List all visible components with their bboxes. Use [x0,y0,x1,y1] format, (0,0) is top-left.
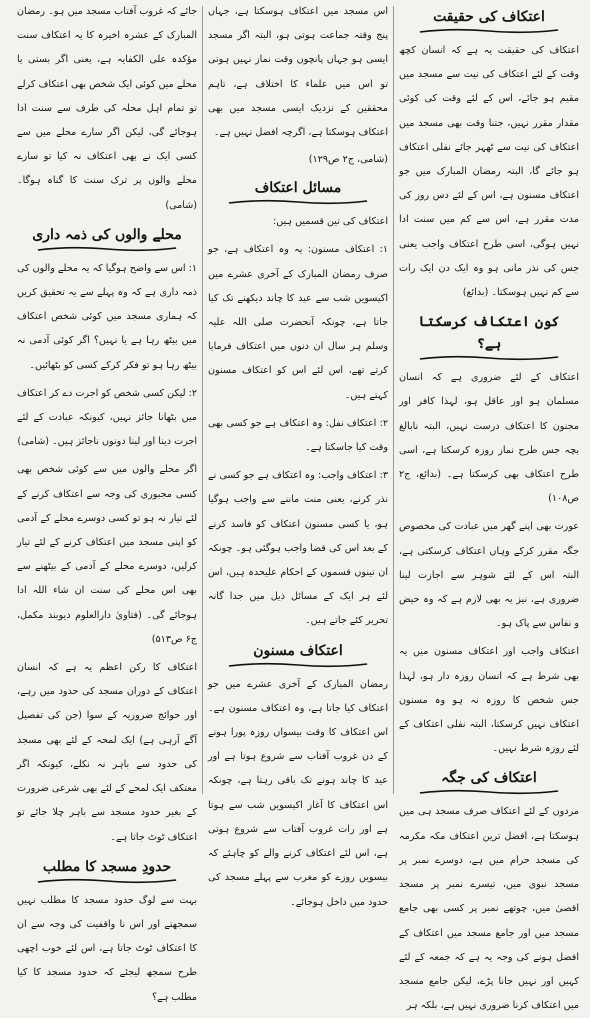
column-middle [203,0,393,908]
section-heading [399,767,579,796]
section-heading [208,640,388,669]
paragraph: اعتکاف کی حقیقت یہ ہے کہ انسان کچھ وقت کے لئے اعتکاف کی نیت سے مسجد میں مقیم ہو جائے، اس کے لئے وقت کی کوئی مقدار مقرر نہیں، جتنا وقت بھی مسجد میں اعتکاف کی نیت سے ٹھہر جائے نفلی اعتکاف ہو جائے گا، البتہ رمضان المبارک میں جو اعتکاف مسنون ہے، اس کے لئے دس روز کی مدت مقرر ہے، اس سے کم میں سنت ادا نہیں ہوگی، اسی طرح اعتکاف واجب یعنی جس کی نذر مانی ہو وہ ایک دن ایک رات سے کم نہیں ہوسکتا۔ (بدائع) [399,45,579,299]
paragraph: ۲: لیکن کسی شخص کو اجرت دے کر اعتکاف میں بٹھانا جائز نہیں، کیونکہ عبادت کے لئے اجرت دینا اور لینا دونوں ناجائز ہیں۔ (شامی) [17,387,197,448]
paragraph: عورت بھی اپنے گھر میں عبادت کی مخصوص جگہ مقرر کرکے وہاں اعتکاف کرسکتی ہے، البتہ اس کے لئے شوہر سے اجازت لینا ضروری ہے، نیز یہ بھی لازم ہے کہ وہ حیض و نفاس سے پاک ہو۔ [399,521,579,630]
section-heading-text: محلے والوں کی ذمہ داری [32,226,182,243]
section-heading-text: اعتکاف کی حقیقت [433,9,545,25]
paragraph: مردوں کے لئے اعتکاف صرف مسجد ہی میں ہوسکتا ہے، افضل ترین اعتکاف مکہ مکرمہ کی مسجد حرام میں ہے، دوسرے نمبر پر مسجد نبوی میں، تیسرے نمبر پر مسجد اقصیٰ میں، چوتھے نمبر پر کسی بھی جامع مسجد میں اور جامع مسجد میں اعتکاف کے افضل ہونے کی وجہ یہ ہے کہ جمعہ کے لئے کہیں اور نہیں جانا پڑے، لیکن جامع مسجد میں اعتکاف کرنا ضروری نہیں ہے، بلکہ ہر [399,806,579,1012]
citation: (شامی، ج۲ ص۱۲۹) [308,154,388,166]
paragraph: اعتکاف کے لئے ضروری ہے کہ انسان مسلمان ہو اور عاقل ہو، لہذا کافر اور مجنون کا اعتکاف درست نہیں، البتہ نابالغ بچہ جس طرح نماز روزہ کرسکتا ہے، اسی طرح اعتکاف بھی کرسکتا ہے۔ (بدائع، ج۲ ص۱۰۸) [399,372,579,505]
section-heading [17,856,197,885]
section-heading-text: حدودِ مسجد کا مطلب [42,858,172,875]
paragraph: اعتکاف واجب اور اعتکاف مسنون میں یہ بھی شرط ہے کہ انسان روزہ دار ہو، لہذا جس شخص کا روزہ نہ ہو وہ مسنون اعتکاف نہیں کرسکتا، البتہ نفلی اعتکاف کے لئے روزہ شرط نہیں۔ [399,646,579,755]
paragraph: ۱: اس سے واضح ہوگیا کہ یہ محلے والوں کی ذمہ داری ہے کہ وہ پہلے سے یہ تحقیق کریں کہ ہماری مسجد میں کوئی شخص اعتکاف میں بیٹھ رہا ہے یا نہیں؟ اگر کوئی آدمی نہ بیٹھ رہا ہو تو فکر کرکے کسی کو بٹھائیں۔ [17,262,197,371]
paragraph: اگر محلے والوں میں سے کوئی شخص بھی کسی مجبوری کی وجہ سے اعتکاف کرنے کے لئے تیار نہ ہو تو کسی دوسرے محلے کے آدمی کو اپنی مسجد میں اعتکاف کرنے کے لئے تیار کرلیں، دوسرے محلے کے آدمی کے بیٹھنے سے بھی اس محلے کی سنت ان شاء اللہ ادا ہوجائے گی۔ (فتاویٰ دارالعلوم دیوبند مکمل، ج۶ ص۵۱۳) [17,464,197,645]
paragraph: جائے کہ غروب آفتاب مسجد میں ہو۔ رمضان المبارک کے عشرہ اخیرہ کا یہ اعتکاف سنت مؤکدہ علی الکفایہ ہے، یعنی اگر بستی یا محلے میں کوئی ایک شخص بھی اعتکاف کرلے تو تمام اہل محلہ کی طرف سے سنت ادا ہوجائے گی، لیکن اگر سارے محلے میں سے کسی ایک نے بھی اعتکاف نہ کیا تو سارے محلے والوں پر ترک سنت کا گناہ ہوگا۔ (شامی) [17,6,197,211]
section-heading-text: کون اعتکاف کرسکتا ہے؟ [418,314,560,353]
paragraph: اس مسجد میں اعتکاف ہوسکتا ہے، جہاں پنج وقتہ جماعت ہوتی ہو، البتہ اگر مسجد ایسی ہو جہاں پانچوں وقت نماز نہیں ہوتی تو اس میں علماء کا اختلاف ہے، تاہم محققین کے نزدیک ایسی مسجد میں بھی اعتکاف ہوسکتا ہے، اگرچہ افضل نہیں ہے۔ [208,6,388,139]
section-heading [399,6,579,35]
column-left [12,0,202,1003]
section-heading-text: اعتکاف کی جگہ [441,770,537,787]
section-heading [208,177,388,206]
section-heading-text: اعتکاف مسنون [253,642,343,659]
paragraph: ۱: اعتکاف مسنون: یہ وہ اعتکاف ہے، جو صرف رمضان المبارک کے آخری عشرے میں اکیسویں شب سے عید کا چاند دیکھنے تک کیا جاتا ہے، چونکہ آنحضرت صلی اللہ علیہ وسلم ہر سال ان دنوں میں اعتکاف فرمایا کرتے تھے، اس لئے اس کو اعتکاف مسنون کہتے ہیں۔ [208,244,388,401]
paragraph: رمضان المبارک کے آخری عشرے میں جو اعتکاف کیا جاتا ہے، وہ اعتکاف مسنون ہے۔ اس اعتکاف کا وقت بیسواں روزہ پورا ہونے کے دن غروب آفتاب سے شروع ہوتا ہے اور عید کا چاند ہونے تک باقی رہتا ہے، چونکہ اس اعتکاف کا آغاز اکیسویں شب سے ہوتا ہے اور رات غروب آفتاب سے شروع ہوتی ہے، اس لئے اعتکاف کرنے والے کو چاہئے کہ بیسویں روزے کو مغرب سے پہلے مسجد کی حدود میں داخل ہوجائے۔ [208,678,388,908]
paragraph: بہت سے لوگ حدود مسجد کا مطلب نہیں سمجھتے اور اس نا واقفیت کی وجہ سے ان کا اعتکاف ٹوٹ جاتا ہے، اس لئے خوب اچھی طرح سمجھ لیجئے کہ حدود مسجد کا کیا مطلب ہے؟ [17,894,197,1003]
paragraph: اعتکاف کی تین قسمیں ہیں: [272,216,388,228]
column-right [394,0,584,1012]
paragraph: ۳: اعتکاف واجب: وہ اعتکاف ہے جو کسی نے نذر کرنے، یعنی منت ماننے سے واجب ہوگیا ہو، یا کسی مسنون اعتکاف کو فاسد کرنے کے بعد اس کی قضا واجب ہوگئی ہو۔ چونکہ ان تینوں قسموں کے احکام علیحدہ ہیں، اس لئے ہر ایک کے مسائل ذیل میں جدا گانہ تحریر کئے جاتے ہیں۔ [208,470,388,627]
section-heading-text: مسائل اعتکاف [254,180,342,197]
paragraph: ۲: اعتکاف نفل: وہ اعتکاف ہے جو کسی بھی وقت کیا جاسکتا ہے۔ [208,417,388,454]
section-heading [399,311,579,362]
section-heading [17,224,197,253]
paragraph: اعتکاف کا رکن اعظم یہ ہے کہ انسان اعتکاف کے دوران مسجد کی حدود میں رہے، اور حوائج ضروریہ کے سوا (جن کی تفصیل آگے آرہی ہے) ایک لمحہ کے لئے بھی مسجد کی حدود سے باہر نہ نکلے، کیونکہ اگر معتکف ایک لمحے کے لئے بھی شرعی ضرورت کے بغیر حدود مسجد سے باہر چلا جائے تو اعتکاف ٹوٹ جاتا ہے۔ [17,662,197,843]
